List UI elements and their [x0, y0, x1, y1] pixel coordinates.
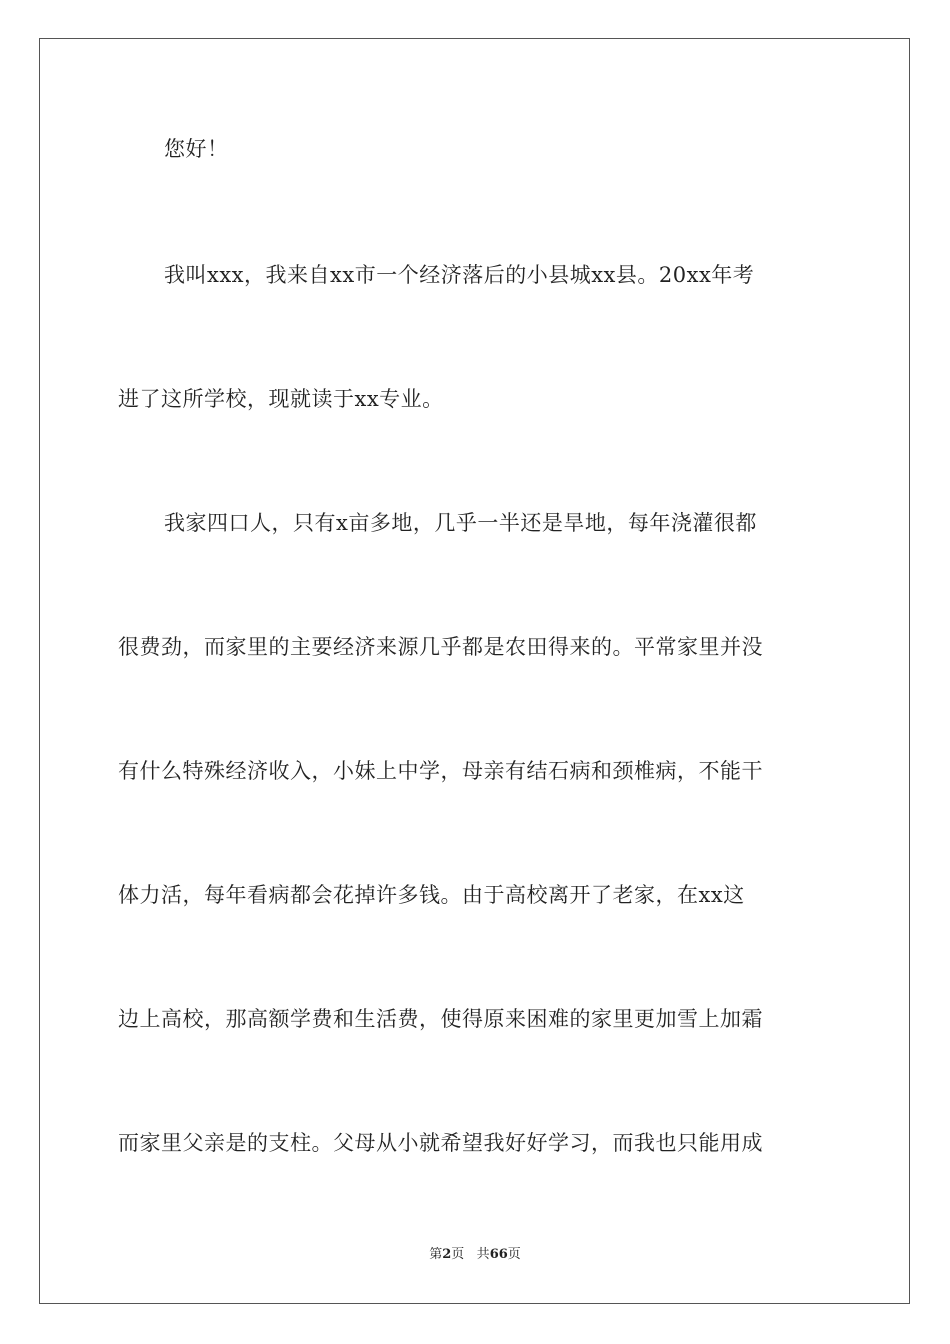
text-line-8: 而家里父亲是的支柱。父母从小就希望我好好学习，而我也只能用成 — [118, 1131, 763, 1155]
page-prefix: 第 — [429, 1247, 443, 1262]
total-suffix: 页 — [507, 1247, 521, 1262]
page-frame — [39, 38, 910, 1304]
text-line-7: 边上高校，那高额学费和生活费，使得原来困难的家里更加雪上加霜 — [118, 1007, 763, 1031]
text-line-5: 有什么特殊经济收入，小妹上中学，母亲有结石病和颈椎病，不能干 — [118, 759, 763, 783]
total-pages: 66 — [489, 1247, 508, 1262]
text-line-3: 我家四口人，只有x亩多地，几乎一半还是旱地，每年浇灌很都 — [164, 511, 757, 535]
greeting-line: 您好！ — [164, 137, 229, 161]
page-suffix: 页 — [451, 1247, 465, 1262]
text-line-1: 我叫xxx，我来自xx市一个经济落后的小县城xx县。20xx年考 — [164, 263, 755, 287]
page-number: 2 — [442, 1247, 452, 1262]
total-prefix: 共 — [476, 1247, 490, 1262]
page-footer — [0, 1246, 950, 1264]
text-line-2: 进了这所学校，现就读于xx专业。 — [118, 387, 444, 411]
text-line-4: 很费劲，而家里的主要经济来源几乎都是农田得来的。平常家里并没 — [118, 635, 763, 659]
text-line-6: 体力活，每年看病都会花掉许多钱。由于高校离开了老家，在xx这 — [118, 883, 745, 907]
